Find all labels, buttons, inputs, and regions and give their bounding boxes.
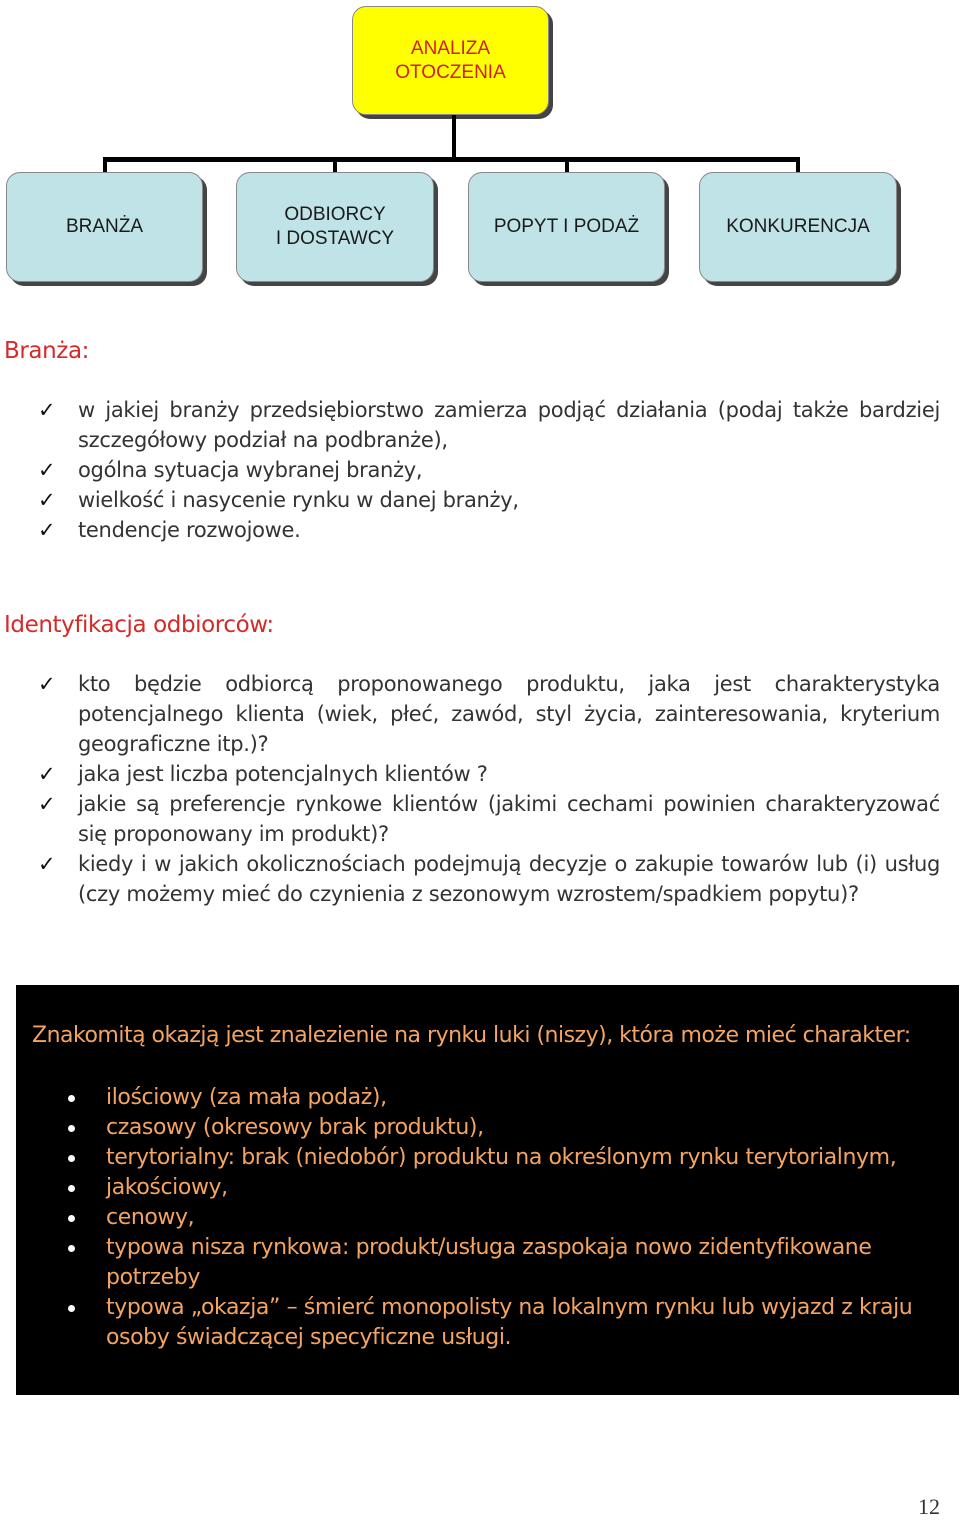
list-item: ✓ jaka jest liczba potencjalnych klientów ? — [30, 759, 940, 789]
odbiorcy-heading: Identyfikacja odbiorców: — [4, 612, 274, 638]
child-box-branza-label: BRANŻA — [65, 216, 144, 237]
checkmark-icon: ✓ — [38, 762, 56, 786]
list-item: ✓ w jakiej branży przedsiębiorstwo zamierza podjąć działania (podaj także bardziej szczegółowy podział na podbranże), — [30, 395, 940, 455]
bullet-dot-icon — [68, 1155, 75, 1162]
niche-heading: Znakomitą okazją jest znalezienie na rynku luki (niszy), która może mieć charakter: — [32, 1023, 911, 1048]
page-number: 12 — [918, 1494, 940, 1519]
root-box-line-2: OTOCZENIA — [395, 61, 506, 83]
checkmark-icon: ✓ — [38, 458, 56, 482]
bullet-dot-icon — [68, 1185, 75, 1192]
branza-list — [30, 395, 940, 545]
child-box-odbiorcy-line-1: ODBIORCY — [284, 204, 386, 225]
odbiorcy-list — [30, 669, 940, 909]
bullet-dot-icon — [68, 1245, 75, 1252]
child-box-konkurencja-label: KONKURENCJA — [726, 216, 870, 237]
list-item: typowa „okazja” – śmierć monopolisty na lokalnym rynku lub wyjazd z kraju osoby świadczącej specyficzne usługi. — [54, 1293, 934, 1353]
child-box-popyt-label: POPYT I PODAŻ — [493, 216, 640, 237]
list-item: ✓ kto będzie odbiorcą proponowanego produktu, jaka jest charakterystyka potencjalnego klienta (wiek, płeć, zawód, styl życia, zainteresowania, kryterium geograficzne itp.)? — [30, 669, 940, 759]
child-box-konkurencja — [699, 172, 897, 282]
checkmark-icon: ✓ — [38, 792, 56, 816]
root-box-line-1: ANALIZA — [410, 37, 491, 59]
list-item: terytorialny: brak (niedobór) produktu na określonym rynku terytorialnym, — [54, 1143, 934, 1173]
connector-drop-3 — [565, 157, 569, 172]
list-item: ilościowy (za mała podaż), — [54, 1083, 934, 1113]
child-box-odbiorcy — [236, 172, 434, 282]
bullet-dot-icon — [68, 1305, 75, 1312]
connector-drop-2 — [333, 157, 337, 172]
list-item: ✓ kiedy i w jakich okolicznościach podejmują decyzje o zakupie towarów lub (i) usług (czy możemy mieć do czynienia z sezonowym wzrostem/spadkiem popytu)? — [30, 849, 940, 909]
connector-horizontal — [103, 157, 800, 162]
bullet-dot-icon — [68, 1095, 75, 1102]
list-item: jakościowy, — [54, 1173, 934, 1203]
list-item: ✓ tendencje rozwojowe. — [30, 515, 940, 545]
root-box-analiza-otoczenia — [352, 6, 549, 115]
list-item: ✓ ogólna sytuacja wybranej branży, — [30, 455, 940, 485]
child-box-odbiorcy-line-2: I DOSTAWCY — [275, 228, 395, 249]
bullet-dot-icon — [68, 1125, 75, 1132]
list-item: typowa nisza rynkowa: produkt/usługa zaspokaja nowo zidentyfikowane potrzeby — [54, 1233, 934, 1293]
connector-vertical-root — [452, 115, 456, 159]
child-box-popyt — [468, 172, 665, 282]
connector-drop-1 — [103, 157, 107, 172]
checkmark-icon: ✓ — [38, 398, 56, 422]
list-item: ✓ wielkość i nasycenie rynku w danej branży, — [30, 485, 940, 515]
checkmark-icon: ✓ — [38, 488, 56, 512]
bullet-dot-icon — [68, 1215, 75, 1222]
list-item: cenowy, — [54, 1203, 934, 1233]
niche-list — [54, 1083, 934, 1353]
checkmark-icon: ✓ — [38, 672, 56, 696]
connector-drop-4 — [796, 157, 800, 172]
checkmark-icon: ✓ — [38, 852, 56, 876]
list-item: ✓ jakie są preferencje rynkowe klientów (jakimi cechami powinien charakteryzować się proponowany im produkt)? — [30, 789, 940, 849]
branza-heading: Branża: — [4, 338, 90, 364]
child-box-branza — [6, 172, 203, 282]
checkmark-icon: ✓ — [38, 518, 56, 542]
list-item: czasowy (okresowy brak produktu), — [54, 1113, 934, 1143]
niche-info-box — [16, 985, 959, 1395]
